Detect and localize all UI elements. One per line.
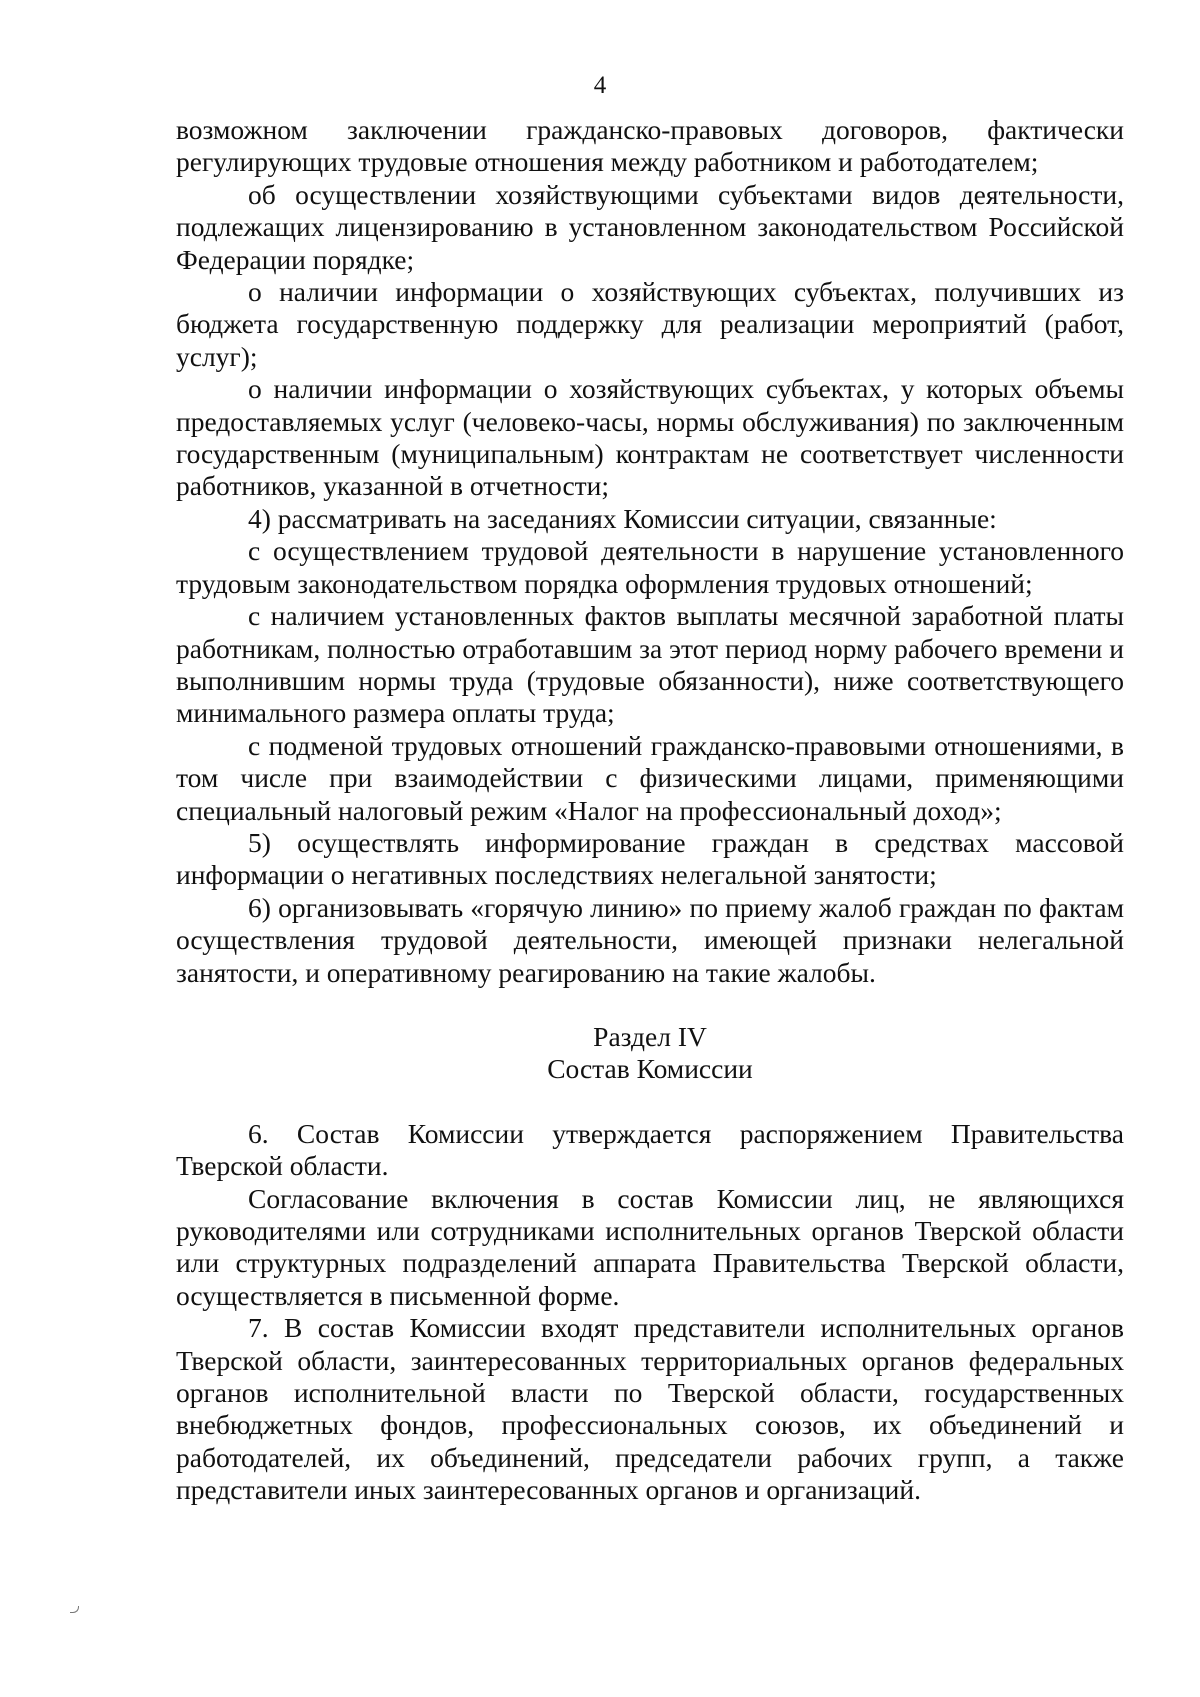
section-title: Состав Комиссии (547, 1053, 753, 1085)
paragraph: возможном заключении гражданско-правовых договоров, фактически регулирующих трудовые отношения между работником и работодателем; (176, 114, 1124, 178)
document-body (176, 114, 1124, 1507)
section-heading: Раздел IV (593, 1020, 707, 1052)
paragraph: с осуществлением трудовой деятельности в нарушение установленного трудовым законодательством порядка оформления трудовых отношений; (176, 535, 1124, 599)
paragraph: 6) организовывать «горячую линию» по приему жалоб граждан по фактам осуществления трудовой деятельности, имеющей признаки нелегальной занятости, и оперативному реагированию на такие жалобы. (176, 891, 1124, 988)
paragraph: Согласование включения в состав Комиссии лиц, не являющихся руководителями или сотрудниками исполнительных органов Тверской области или структурных подразделений аппарата Правительства Тверской области, осуществляется в письменной форме. (176, 1182, 1124, 1311)
paragraph: с подменой трудовых отношений гражданско-правовыми отношениями, в том числе при взаимодействии с физическими лицами, применяющими специальный налоговый режим «Налог на профессиональный доход»; (176, 729, 1124, 826)
paragraph: о наличии информации о хозяйствующих субъектах, у которых объемы предоставляемых услуг (человеко-часы, нормы обслуживания) по заключенным государственным (муниципальным) контрактам не соответствует численности работников, указанной в отчетности; (176, 373, 1124, 502)
scan-artifact-mark (70, 1606, 79, 1613)
paragraph: 7. В состав Комиссии входят представители исполнительных органов Тверской области, заинтересованных территориальных органов федеральных органов исполнительной власти по Тверской области, государственных внебюджетных фондов, профессиональных союзов, их объединений и работодателей, их объединений, председатели рабочих групп, а также представители иных заинтересованных органов и организаций. (176, 1312, 1124, 1506)
paragraph: о наличии информации о хозяйствующих субъектах, получивших из бюджета государственную поддержку для реализации мероприятий (работ, услуг); (176, 276, 1124, 372)
paragraph: с наличием установленных фактов выплаты месячной заработной платы работникам, полностью отработавшим за этот период норму рабочего времени и выполнившим нормы труда (трудовые обязанности), ниже соответствующего минимального размера оплаты труда; (176, 600, 1124, 729)
page-number: 4 (593, 72, 607, 99)
paragraph: 5) осуществлять информирование граждан в средствах массовой информации о негативных последствиях нелегальной занятости; (176, 826, 1124, 891)
paragraph: об осуществлении хозяйствующими субъектами видов деятельности, подлежащих лицензированию в установленном законодательством Российской Федерации порядке; (176, 178, 1124, 275)
paragraph: 4) рассматривать на заседаниях Комиссии ситуации, связанные: (248, 502, 997, 534)
paragraph: 6. Состав Комиссии утверждается распоряжением Правительства Тверской области. (176, 1117, 1124, 1182)
section-heading-block (176, 1021, 1124, 1086)
